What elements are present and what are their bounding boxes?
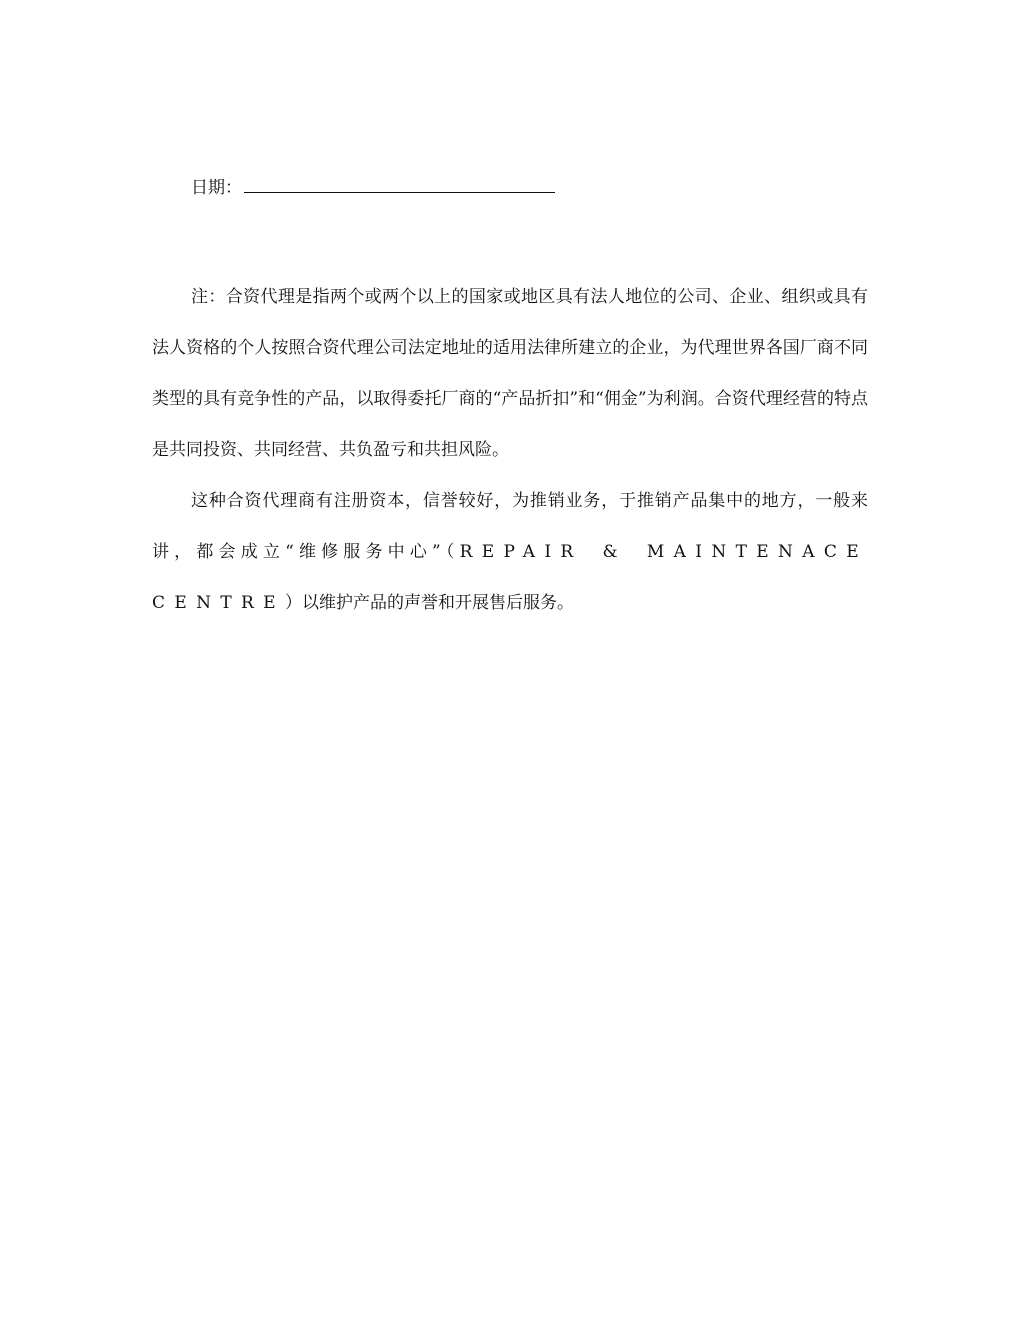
date-line: [191, 172, 555, 202]
repair-centre-english-name: REPAIR & MAINTENACE CENTRE: [152, 542, 868, 613]
note-paragraph-2: [152, 476, 868, 629]
note-section: [152, 272, 868, 629]
date-blank-field[interactable]: [244, 172, 555, 193]
date-label: 日期：: [191, 178, 242, 198]
note-paragraph-1: 注：合资代理是指两个或两个以上的国家或地区具有法人地位的公司、企业、组织或具有法人资格的个人按照合资代理公司法定地址的适用法律所建立的企业，为代理世界各国厂商不同类型的具有竞争性的产品，以取得委托厂商的“产品折扣”和“佣金”为利润。合资代理经营的特点是共同投资、共同经营、共负盈亏和共担风险。: [152, 287, 868, 460]
note-paragraph-2-text-start: 这种合资代理商有注册资本，信誉较好，为推销业务，于推销产品集中的地方，一般来讲，都会成立“维修服务中心”（: [152, 491, 868, 562]
note-paragraph-2-text-end: ）以维护产品的声誉和开展售后服务。: [284, 593, 574, 613]
